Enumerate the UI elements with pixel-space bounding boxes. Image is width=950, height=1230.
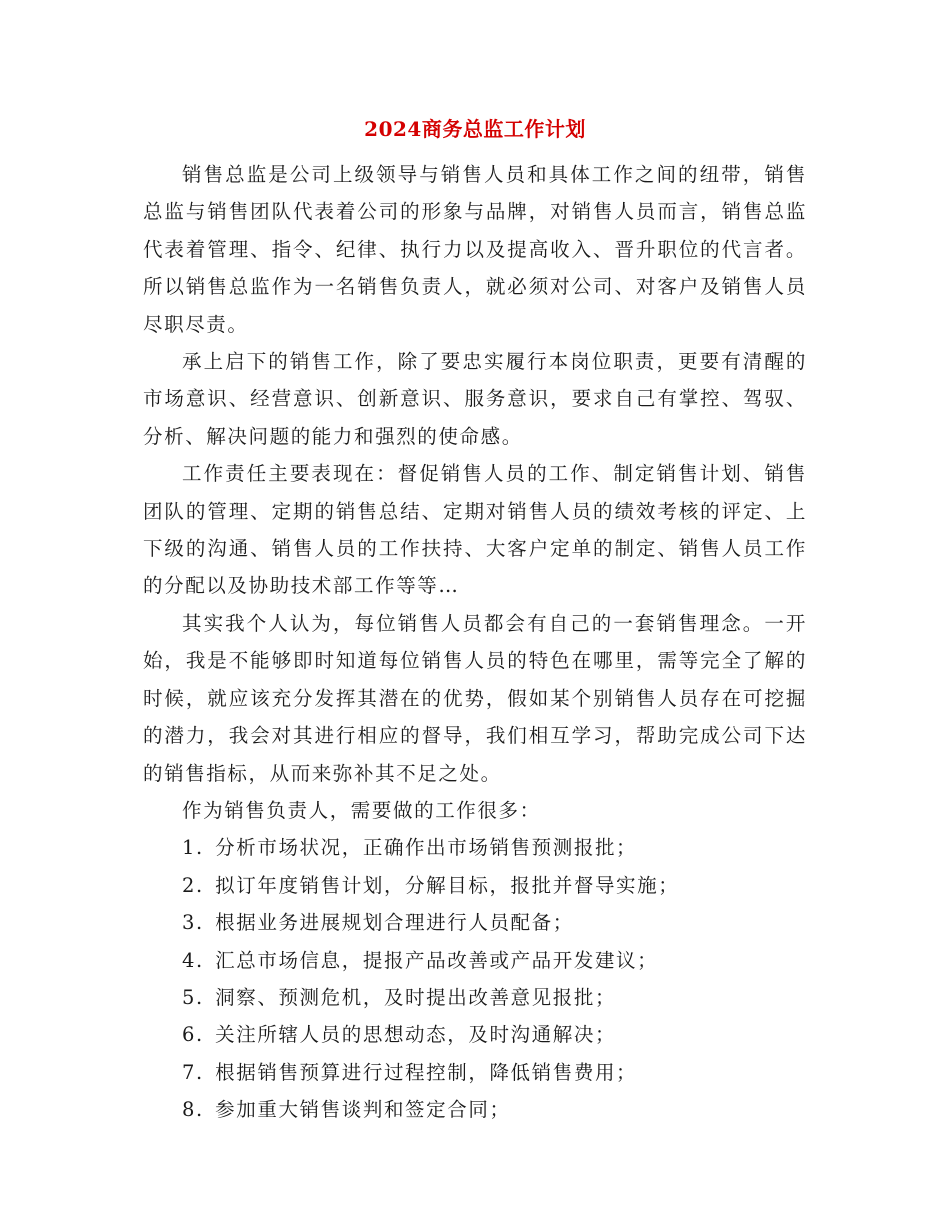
list-item-number: 6. [182,1023,204,1047]
list-item-number: 1. [182,836,204,860]
list-item-number: 2. [182,873,204,897]
duty-list [143,829,807,1128]
paragraph: 承上启下的销售工作，除了要忠实履行本岗位职责，更要有清醒的市场意识、经营意识、创新意识、服务意识，要求自己有掌控、驾驭、分析、解决问题的能力和强烈的使命感。 [143,350,807,448]
list-item-text: 根据销售预算进行过程控制，降低销售费用； [215,1060,638,1084]
document-title: 2024商务总监工作计划 [364,117,586,141]
list-item [143,979,807,1016]
list-item-text: 汇总市场信息，提报产品改善或产品开发建议； [215,948,659,972]
list-item-text: 关注所辖人员的思想动态，及时沟通解决； [215,1023,617,1047]
list-item-text: 参加重大销售谈判和签定合同； [215,1098,511,1122]
paragraph: 销售总监是公司上级领导与销售人员和具体工作之间的纽带，销售总监与销售团队代表着公司的形象与品牌，对销售人员而言，销售总监代表着管理、指令、纪律、执行力以及提高收入、晋升职位的代言者。 所以销售总监作为一名销售负责人，就必须对公司、对客户及销售人员尽职尽责。 [143,163,807,336]
list-item-number: 5. [182,985,204,1009]
list-item-text: 拟订年度销售计划，分解目标，报批并督导实施； [215,873,680,897]
paragraph: 其实我个人认为，每位销售人员都会有自己的一套销售理念。一开始，我是不能够即时知道每位销售人员的特色在哪里，需等完全了解的时候，就应该充分发挥其潜在的优势，假如某个别销售人员存在可挖掘的潜力，我会对其进行相应的督导，我们相互学习，帮助完成公司下达的销售指标，从而来弥补其不足之处。 [143,611,807,785]
list-item [143,829,807,866]
list-item [143,942,807,979]
paragraph: 工作责任主要表现在：督促销售人员的工作、制定销售计划、销售团队的管理、定期的销售总结、定期对销售人员的绩效考核的评定、上下级的沟通、销售人员的工作扶持、大客户定单的制定、销售人员工作的分配以及协助技术部工作等等… [143,462,807,598]
list-item [143,1054,807,1091]
list-item-number: 4. [182,948,204,972]
list-item [143,1091,807,1128]
list-item-number: 8. [182,1098,204,1122]
list-item-text: 根据业务进展规划合理进行人员配备； [215,911,574,935]
list-intro: 作为销售负责人，需要做的工作很多： [182,798,541,822]
list-item-text: 分析市场状况，正确作出市场销售预测报批； [215,836,638,860]
list-item [143,1016,807,1053]
list-item-number: 7. [182,1060,204,1084]
document-body [143,156,807,1129]
list-item [143,867,807,904]
list-item [143,904,807,941]
list-item-number: 3. [182,911,204,935]
list-item-text: 洞察、预测危机，及时提出改善意见报批； [215,985,617,1009]
